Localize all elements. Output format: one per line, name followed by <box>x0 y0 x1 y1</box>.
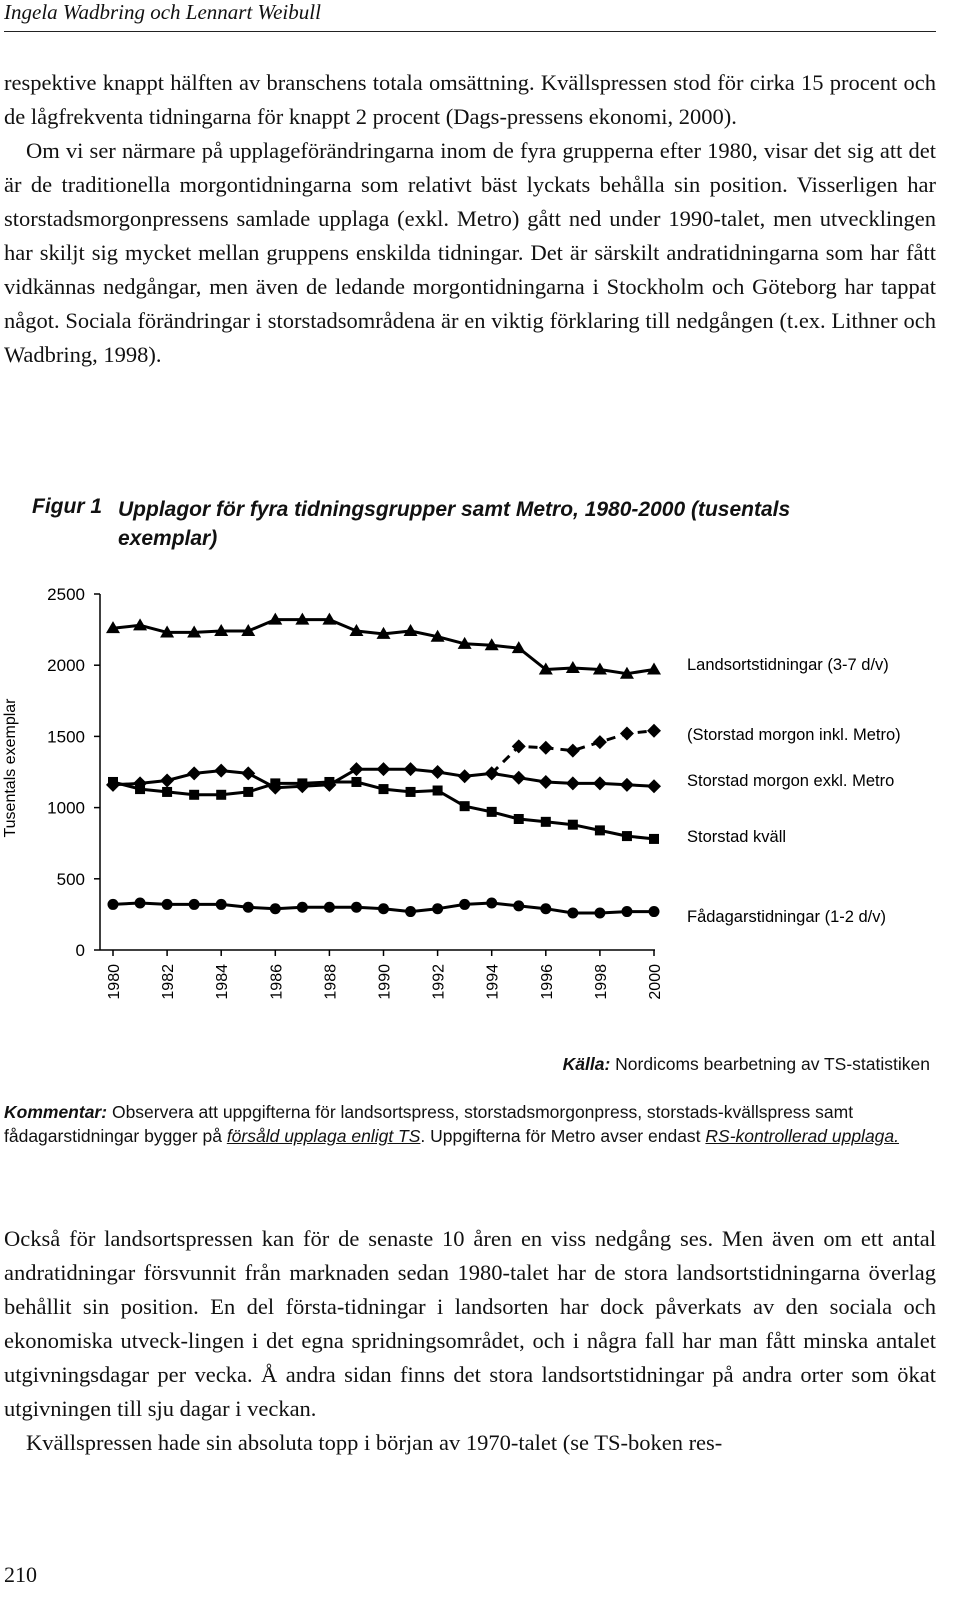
data-point-circle <box>405 906 416 917</box>
data-point-square <box>324 777 334 787</box>
body-text-bottom <box>4 1222 936 1460</box>
figure-label: Figur 1 <box>32 495 103 518</box>
x-tick-label: 1982 <box>160 964 178 1000</box>
comment-link-1: försåld upplaga enligt TS <box>226 1126 421 1146</box>
data-point-diamond <box>404 762 418 776</box>
y-tick-label: 0 <box>75 941 85 960</box>
data-point-circle <box>540 903 551 914</box>
data-point-circle <box>297 902 308 913</box>
data-point-square <box>379 784 389 794</box>
data-point-circle <box>270 903 281 914</box>
running-head: Ingela Wadbring och Lennart Weibull <box>4 0 321 24</box>
data-point-circle <box>189 899 200 910</box>
data-point-circle <box>594 907 605 918</box>
data-point-diamond <box>620 727 634 741</box>
x-tick-label: 1986 <box>268 964 286 1000</box>
data-point-circle <box>243 902 254 913</box>
header-rule <box>4 31 936 32</box>
data-point-square <box>406 787 416 797</box>
data-point-circle <box>621 906 632 917</box>
data-point-square <box>568 820 578 830</box>
data-point-circle <box>513 900 524 911</box>
y-tick-label: 500 <box>56 869 85 889</box>
data-point-square <box>135 784 145 794</box>
paragraph-3: Också för landsortspressen kan för de senaste 10 åren en viss nedgång ses. Men även om ett antal andratidningar försvunnit från marknaden sedan 1980-talet har de stora landsortstidningarna överlag behållit sin position. En del första-tidningar i landsorten har dock påverkats av den sociala och ekonomiska utveck-lingen i det egna spridningsområdet, och i några fall har man fått minska antalet utgivningsdagar per vecka. Å andra sidan finns det stora landsortstidningar på andra orter som ökat utgivningen till sju dagar i veckan. <box>4 1226 936 1421</box>
figure-title: Upplagor för fyra tidningsgrupper samt Metro, 1980-2000 (tusentals exemplar) <box>118 498 791 550</box>
data-point-diamond <box>539 741 553 755</box>
data-point-square <box>351 777 361 787</box>
data-point-circle <box>135 898 146 909</box>
data-point-square <box>460 801 470 811</box>
data-point-square <box>622 831 632 841</box>
data-point-square <box>162 787 172 797</box>
source-note <box>563 1054 930 1075</box>
data-point-diamond <box>377 762 391 776</box>
y-tick-label: 1000 <box>47 798 85 818</box>
data-point-diamond <box>160 774 174 788</box>
data-point-diamond <box>593 776 607 790</box>
y-tick-label: 2500 <box>47 585 85 604</box>
data-point-circle <box>324 902 335 913</box>
page-number: 210 <box>4 1562 37 1587</box>
x-tick-label: 1994 <box>484 964 502 1000</box>
data-point-circle <box>649 906 660 917</box>
data-point-circle <box>378 903 389 914</box>
data-point-circle <box>459 899 470 910</box>
data-point-circle <box>351 902 362 913</box>
data-point-diamond <box>593 735 607 749</box>
data-point-diamond <box>512 739 526 753</box>
x-tick-label: 1996 <box>538 964 556 1000</box>
data-point-square <box>595 825 605 835</box>
paragraph-4: Kvällspressen hade sin absoluta topp i början av 1970-talet (se TS-boken res- <box>26 1430 723 1455</box>
x-tick-label: 1998 <box>592 964 610 1000</box>
series-markers <box>106 613 661 919</box>
source-text: Nordicoms bearbetning av TS-statistiken <box>615 1054 930 1074</box>
line-chart <box>0 570 960 1040</box>
data-point-circle <box>216 899 227 910</box>
comment-note <box>4 1100 936 1148</box>
data-point-diamond <box>241 766 255 780</box>
data-point-diamond <box>431 765 445 779</box>
body-text-top <box>4 66 936 372</box>
y-tick-label: 2000 <box>47 656 85 676</box>
data-point-square <box>514 814 524 824</box>
data-point-diamond <box>647 779 661 793</box>
data-point-diamond <box>214 764 228 778</box>
comment-link-2: RS-kontrollerad upplaga. <box>705 1126 900 1146</box>
comment-text-2: . Uppgifterna för Metro avser endast <box>420 1126 701 1146</box>
legend-label: Storstad morgon exkl. Metro <box>687 772 895 790</box>
data-point-square <box>270 778 280 788</box>
data-point-diamond <box>512 771 526 785</box>
data-point-triangle <box>647 662 661 674</box>
y-axis-label: Tusentals exemplar <box>2 698 19 838</box>
data-point-diamond <box>539 775 553 789</box>
chart-legend <box>687 656 901 926</box>
legend-label: (Storstad morgon inkl. Metro) <box>687 726 901 744</box>
data-point-circle <box>162 899 173 910</box>
legend-label: Storstad kväll <box>687 828 787 846</box>
data-point-diamond <box>458 769 472 783</box>
data-point-circle <box>108 899 119 910</box>
data-point-square <box>487 807 497 817</box>
data-point-square <box>189 790 199 800</box>
data-point-circle <box>486 898 497 909</box>
comment-label: Kommentar: <box>4 1102 108 1122</box>
legend-label: Fådagarstidningar (1-2 d/v) <box>687 908 887 926</box>
data-point-circle <box>567 907 578 918</box>
data-point-square <box>649 834 659 844</box>
x-tick-label: 1990 <box>376 964 394 1000</box>
x-tick-label: 1984 <box>214 964 232 1000</box>
data-point-diamond <box>620 778 634 792</box>
x-tick-label: 1980 <box>106 964 123 1000</box>
x-tick-label: 1992 <box>430 964 448 1000</box>
data-point-square <box>297 778 307 788</box>
data-point-square <box>108 777 118 787</box>
data-point-diamond <box>187 766 201 780</box>
source-label: Källa: <box>562 1054 611 1074</box>
data-point-square <box>541 817 551 827</box>
data-point-diamond <box>349 762 363 776</box>
comment-text-1: Observera att uppgifterna för landsortspress, storstadsmorgonpress, storstads-kvällspress samt fådagarstidningar bygger på <box>4 1102 854 1146</box>
data-point-diamond <box>566 744 580 758</box>
legend-label: Landsortstidningar (3-7 d/v) <box>687 656 889 674</box>
paragraph-1: respektive knappt hälften av branschens totala omsättning. Kvällspressen stod för cirka 15 procent och de lågfrekventa tidningarna för knappt 2 procent (Dags-pressens ekonomi, 2000). <box>4 70 936 129</box>
y-tick-label: 1500 <box>47 727 85 747</box>
data-point-square <box>433 786 443 796</box>
data-point-square <box>216 790 226 800</box>
x-tick-label: 1988 <box>322 964 340 1000</box>
data-point-square <box>243 787 253 797</box>
data-point-diamond <box>647 724 661 738</box>
data-point-circle <box>432 903 443 914</box>
data-point-diamond <box>566 776 580 790</box>
paragraph-2: Om vi ser närmare på upplageförändringarna inom de fyra grupperna efter 1980, visar det sig att det är de traditionella morgontidningarna som relativt bäst lyckats behålla sin position. Visserligen har storstadsmorgonpressens samlade upplaga (exkl. Metro) gått ned under 1990-talet, men utvecklingen har skiljt sig mycket mellan gruppens enskilda tidningar. Det är särskilt andratidningarna som har fått vidkännas nedgångar, men även de ledande morgontidningarna i Stockholm och Göteborg har tappat något. Sociala förändringar i storstadsområdena är en viktig förklaring till nedgången (t.ex. Lithner och Wadbring, 1998). <box>4 138 936 367</box>
x-tick-label: 2000 <box>647 964 664 1000</box>
